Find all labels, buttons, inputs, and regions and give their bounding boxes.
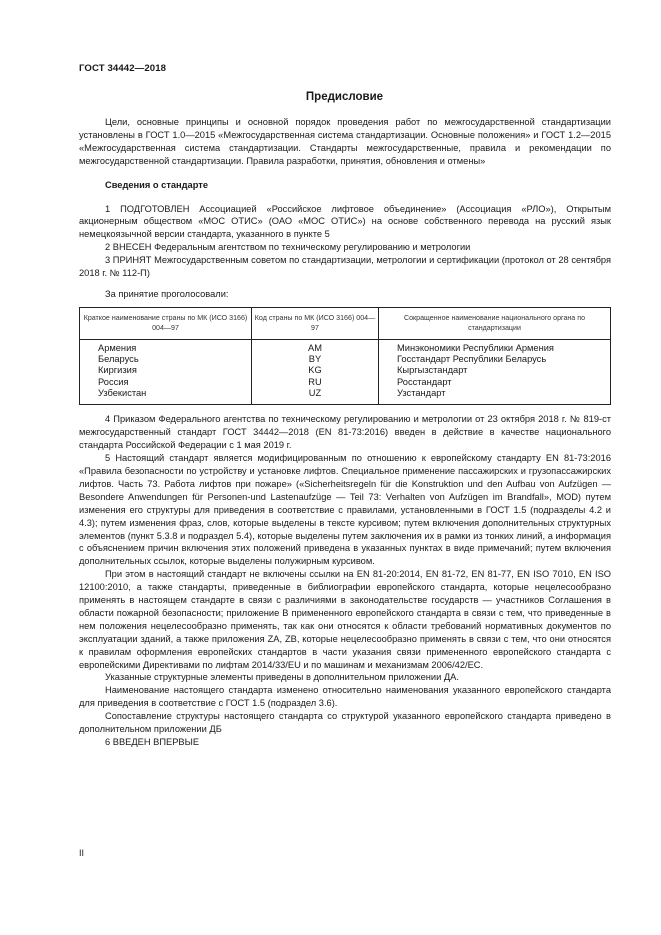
table-row — [80, 388, 611, 405]
table-header-row — [80, 307, 611, 339]
cell-code: AM — [252, 339, 379, 354]
cell-code: BY — [252, 354, 379, 365]
cell-body: Росстандарт — [379, 377, 611, 388]
cell-body: Минэкономики Республики Армения — [379, 339, 611, 354]
voted-label: За принятие проголосовали: — [105, 288, 229, 299]
table-row — [80, 377, 611, 388]
paragraph-5: 5 Настоящий стандарт является модифицированным по отношению к европейскому стандарту EN 81-73:2016 «Правила безопасности по устройству и установке лифтов. Специальное применение пассажирских и грузопассажирских лифтов. Часть 73. Работа лифтов при пожаре» («Sicherheitsregeln für die Konstruktion und den Aufbau von Aufzügen — Besondere Anwendungen für Personen-und Lastenaufzüge — Teil 73: Verhalten von Aufzügen im Brandfall», MOD) путем изменения его структуры для приведения в соответствие с правилами, установленными в ГОСТ 1.5 (подразделы 4.2 и 4.3); путем изменения фраз, слов, которые выделены в тексте курсивом; путем включения дополнительных структурных элементов (пункт 5.3.8 и подраздел 5.4), которые выделены путем заключения их в рамки из тонких линий, а информация с объяснением причин включения этих положений приведена в указанных пунктах в виде примечаний; путем включения дополнительных ссылок, которые выделены полужирным курсивом. — [79, 453, 611, 567]
table-row — [80, 339, 611, 354]
paragraph-3: 3 ПРИНЯТ Межгосударственным советом по стандартизации, метрологии и сертификации (протокол от 28 сентября 2018 г. № 112-П) — [79, 255, 611, 279]
page-number: II — [79, 848, 85, 858]
paragraph-6: При этом в настоящий стандарт не включены ссылки на EN 81-20:2014, EN 81-72, EN 81-77, EN ISO 7010, EN ISO 12100:2010, а также стандарты, приведенные в библиографии европейского стандарта, которые нецелесообразно применять в настоящем стандарте в связи с различиями в законодательстве государств — участников Соглашения в области пожарной безопасности; приложение В примененного европейского стандарта в связи с тем, что приведенные в нем положения нецелесообразно применять, так как они относятся к области требований нормативных документов по эксплуатации зданий, а также приложения ZA, ZB, которые нецелесообразно применять в связи с тем, что они относятся к правилам оформления европейских стандартов в части указания связи примененного европейского стандарта с европейскими Директивами по лифтам 2014/33/EU и по машинам и механизмам 2006/42/EC. — [79, 569, 611, 670]
document-body — [79, 116, 611, 749]
table-row — [80, 354, 611, 365]
cell-body: Узстандарт — [379, 388, 611, 405]
cell-country: Россия — [80, 377, 252, 388]
cell-body: Кыргызстандарт — [379, 365, 611, 376]
intro-paragraph: Цели, основные принципы и основной порядок проведения работ по межгосударственной стандартизации установлены в ГОСТ 1.0—2015 «Межгосударственная система стандартизации. Основные положения» и ГОСТ 1.2—2015 «Межгосударственная система стандартизации. Стандарты межгосударственные, правила и рекомендации по межгосударственной стандартизации. Правила разработки, принятия, обновления и отмены» — [79, 117, 611, 166]
cell-country: Киргизия — [80, 365, 252, 376]
table-row — [80, 365, 611, 376]
standard-id: ГОСТ 34442—2018 — [79, 63, 167, 74]
header-country: Краткое наименование страны по МК (ИСО 3166) 004—97 — [80, 307, 252, 339]
cell-body: Госстандарт Республики Беларусь — [379, 354, 611, 365]
header-body: Сокращенное наименование национального органа по стандартизации — [379, 307, 611, 339]
paragraph-4: 4 Приказом Федерального агентства по техническому регулированию и метрологии от 23 октября 2018 г. № 819-ст межгосударственный стандарт ГОСТ 34442—2018 (EN 81-73:2016) введен в действие в качестве национального стандарта Российской Федерации с 1 мая 2019 г. — [79, 414, 611, 451]
header-code: Код страны по МК (ИСО 3166) 004—97 — [252, 307, 379, 339]
page-title: Предисловие — [305, 91, 384, 103]
cell-code: RU — [252, 377, 379, 388]
cell-country: Беларусь — [80, 354, 252, 365]
voting-table — [79, 307, 611, 405]
paragraph-2: 2 ВНЕСЕН Федеральным агентством по техническому регулированию и метрологии — [105, 242, 471, 253]
cell-code: UZ — [252, 388, 379, 405]
paragraph-10: 6 ВВЕДЕН ВПЕРВЫЕ — [105, 737, 200, 748]
paragraph-9: Сопоставление структуры настоящего стандарта со структурой указанного европейского стандарта приведено в дополнительном приложении ДБ — [79, 711, 611, 735]
paragraph-1: 1 ПОДГОТОВЛЕН Ассоциацией «Российское лифтовое объединение» (Ассоциация «РЛО»), Открытым акционерным обществом «МОС ОТИС» (ОАО «МОС ОТИС») на основе собственного перевода на русский язык немецкоязычной версии стандарта, указанного в пункте 5 — [79, 203, 611, 240]
paragraph-7: Указанные структурные элементы приведены в дополнительном приложении ДА. — [105, 672, 459, 683]
section-subtitle: Сведения о стандарте — [105, 179, 209, 190]
paragraph-8: Наименование настоящего стандарта изменено относительно наименования указанного европейского стандарта для приведения в соответствие с ГОСТ 1.5 (подраздел 3.6). — [79, 685, 611, 709]
cell-code: KG — [252, 365, 379, 376]
cell-country: Узбекистан — [80, 388, 252, 405]
cell-country: Армения — [80, 339, 252, 354]
